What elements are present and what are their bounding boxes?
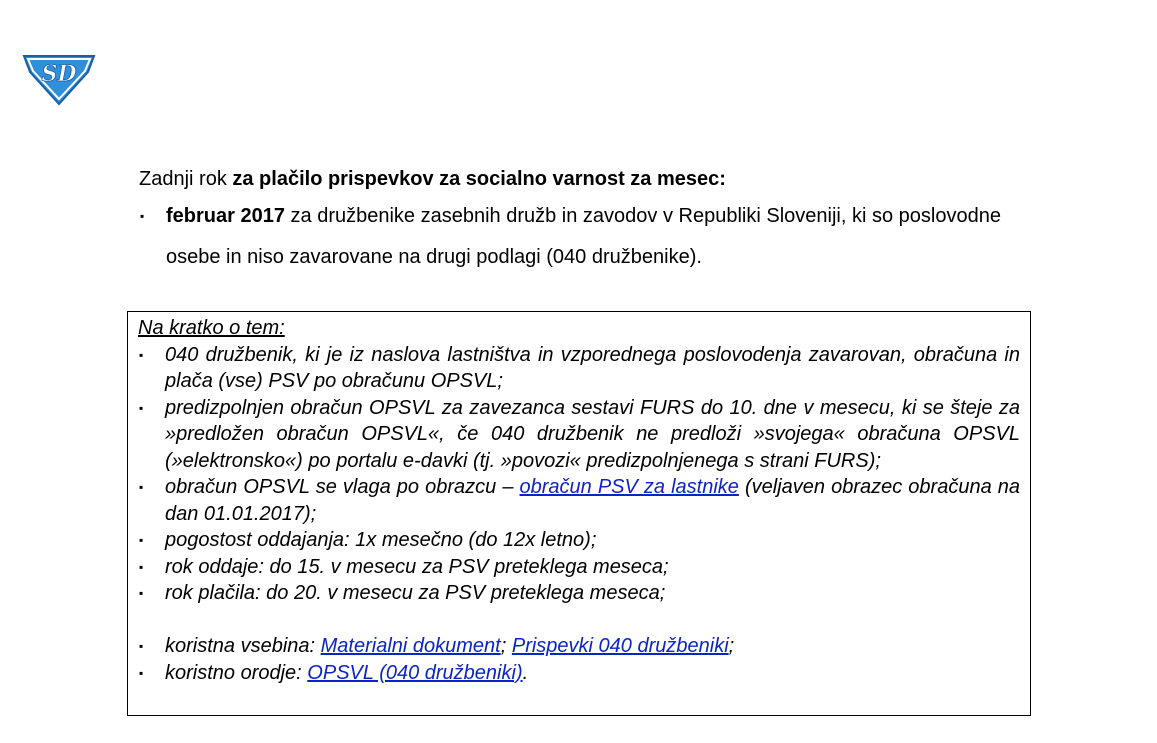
summary-item-text: 040 družbenik, ki je iz naslova lastništva in vzporednega poslovodenja zavarovan, obračuna in plača (vse) PSV po obračunu OPSVL;: [165, 343, 1020, 392]
summary-item: [138, 395, 1020, 475]
material-document-link[interactable]: Materialni dokument: [320, 635, 501, 657]
sd-shield-logo-icon: [20, 50, 98, 106]
useful-tool-item: ▪ koristno orodje: OPSVL (040 družbeniki).: [138, 660, 1020, 687]
bullet-icon: ▪: [139, 586, 144, 600]
bullet-icon: ▪: [139, 639, 144, 653]
summary-item-text: obračun OPSVL se vlaga po obrazcu –: [165, 476, 520, 498]
psv-owners-form-link[interactable]: obračun PSV za lastnike: [519, 476, 739, 498]
bullet-icon: ▪: [140, 209, 145, 223]
useful-links-list: [138, 633, 1020, 686]
intro-item-february: [139, 196, 1029, 278]
bullet-icon: ▪: [139, 480, 144, 494]
intro-list: [139, 196, 1029, 278]
contributions-040-link[interactable]: Prispevki 040 družbeniki: [511, 635, 729, 657]
summary-item: [138, 554, 1020, 581]
bullet-icon: ▪: [139, 665, 144, 680]
bullet-icon: ▪: [139, 347, 144, 362]
summary-box: [127, 311, 1031, 716]
intro-item-text: za družbenike zasebnih družb in zavodov v Republiki Sloveniji, ki so poslovodne osebe in niso zavarovane na drugi podlagi (040 družbenike).: [166, 205, 1001, 268]
intro-item-month: februar 2017: [166, 205, 285, 227]
summary-item-text: predizpolnjen obračun OPSVL za zavezanca sestavi FURS do 10. dne v mesecu, ki se šteje za »predložen obračun OPSVL«, če 040 družbenik ne predloži »svojega« obračuna OPSVL (»elektronsko«) po portalu e-davki (tj. »povozi« predizpolnjenega s strani FURS);: [165, 396, 1020, 472]
opsvl-tool-link[interactable]: OPSVL (040 družbeniki): [307, 661, 523, 684]
summary-item: [138, 527, 1020, 554]
intro-heading-bold: za plačilo prispevkov za socialno varnost za mesec:: [232, 168, 726, 190]
useful-content-label: koristna vsebina:: [165, 635, 321, 657]
useful-content-item: ▪ koristna vsebina: Materialni dokument; Prispevki 040 družbeniki;: [138, 633, 1020, 660]
summary-item-text: rok plačila: do 20. v mesecu za PSV preteklega meseca;: [165, 582, 666, 604]
summary-title: Na kratko o tem:: [138, 317, 285, 339]
bullet-icon: ▪: [139, 533, 144, 547]
summary-list: [138, 342, 1020, 607]
summary-item: [138, 474, 1020, 527]
bullet-icon: ▪: [139, 400, 144, 415]
useful-tool-label: koristno orodje:: [165, 661, 308, 684]
summary-item-text: (veljaven obrazec obračuna na dan 01.01.2017);: [165, 476, 1021, 525]
summary-item-text: pogostost oddajanja: 1x mesečno (do 12x letno);: [165, 529, 597, 551]
intro-section: [139, 162, 1029, 278]
bullet-icon: ▪: [139, 559, 144, 574]
summary-item: [138, 580, 1020, 607]
summary-item-text: rok oddaje: do 15. v mesecu za PSV preteklega meseca;: [165, 555, 669, 578]
intro-heading: Zadnji rok za plačilo prispevkov za socialno varnost za mesec:: [139, 168, 726, 190]
spacer: [138, 607, 1020, 634]
logo-text: SD: [41, 61, 77, 87]
summary-item: [138, 342, 1020, 395]
